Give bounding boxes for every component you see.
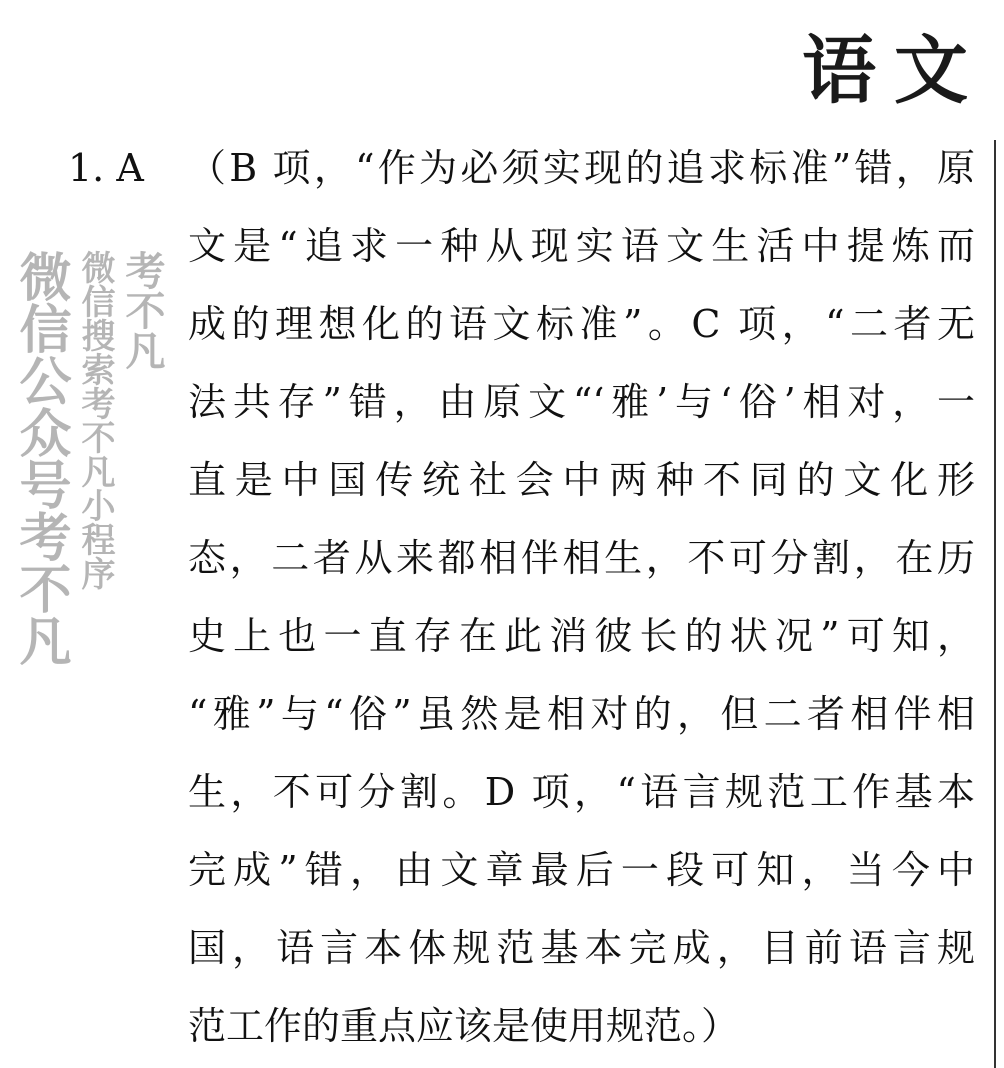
question-number: 1. A [68,146,144,190]
watermark: 微信搜索考不凡小程序 [75,250,115,590]
answer-line: （B 项，“作为必须实现的追求标准”错，原 [188,146,975,190]
answer-line: 文是“追求一种从现实语文生活中提炼而 [188,224,975,268]
answer-line: 完成”错，由文章最后一段可知，当今中 [188,848,975,892]
answer-line: 生，不可分割。D 项，“语言规范工作基本 [188,770,975,814]
answer-line: 国，语言本体规范基本完成，目前语言规 [188,926,975,970]
answer-line: 成的理想化的语文标准”。C 项，“二者无 [188,302,975,346]
answer-line: 范工作的重点应该是使用规范。） [188,1004,740,1048]
watermark: 考不凡 [119,250,165,370]
margin-rule [994,140,996,1068]
answer-line: 直是中国传统社会中两种不同的文化形 [188,458,975,502]
subject-title: 语文 [802,28,986,114]
answer-line: “雅”与“俗”虽然是相对的，但二者相伴相 [188,692,975,736]
answer-line: 法共存”错，由原文“‘雅’与‘俗’相对，一 [188,380,975,424]
answer-line: 史上也一直存在此消彼长的状况”可知， [188,614,975,658]
answer-line: 态，二者从来都相伴相生，不可分割，在历 [188,536,975,580]
watermark: 微信公众号考不凡 [10,250,70,666]
